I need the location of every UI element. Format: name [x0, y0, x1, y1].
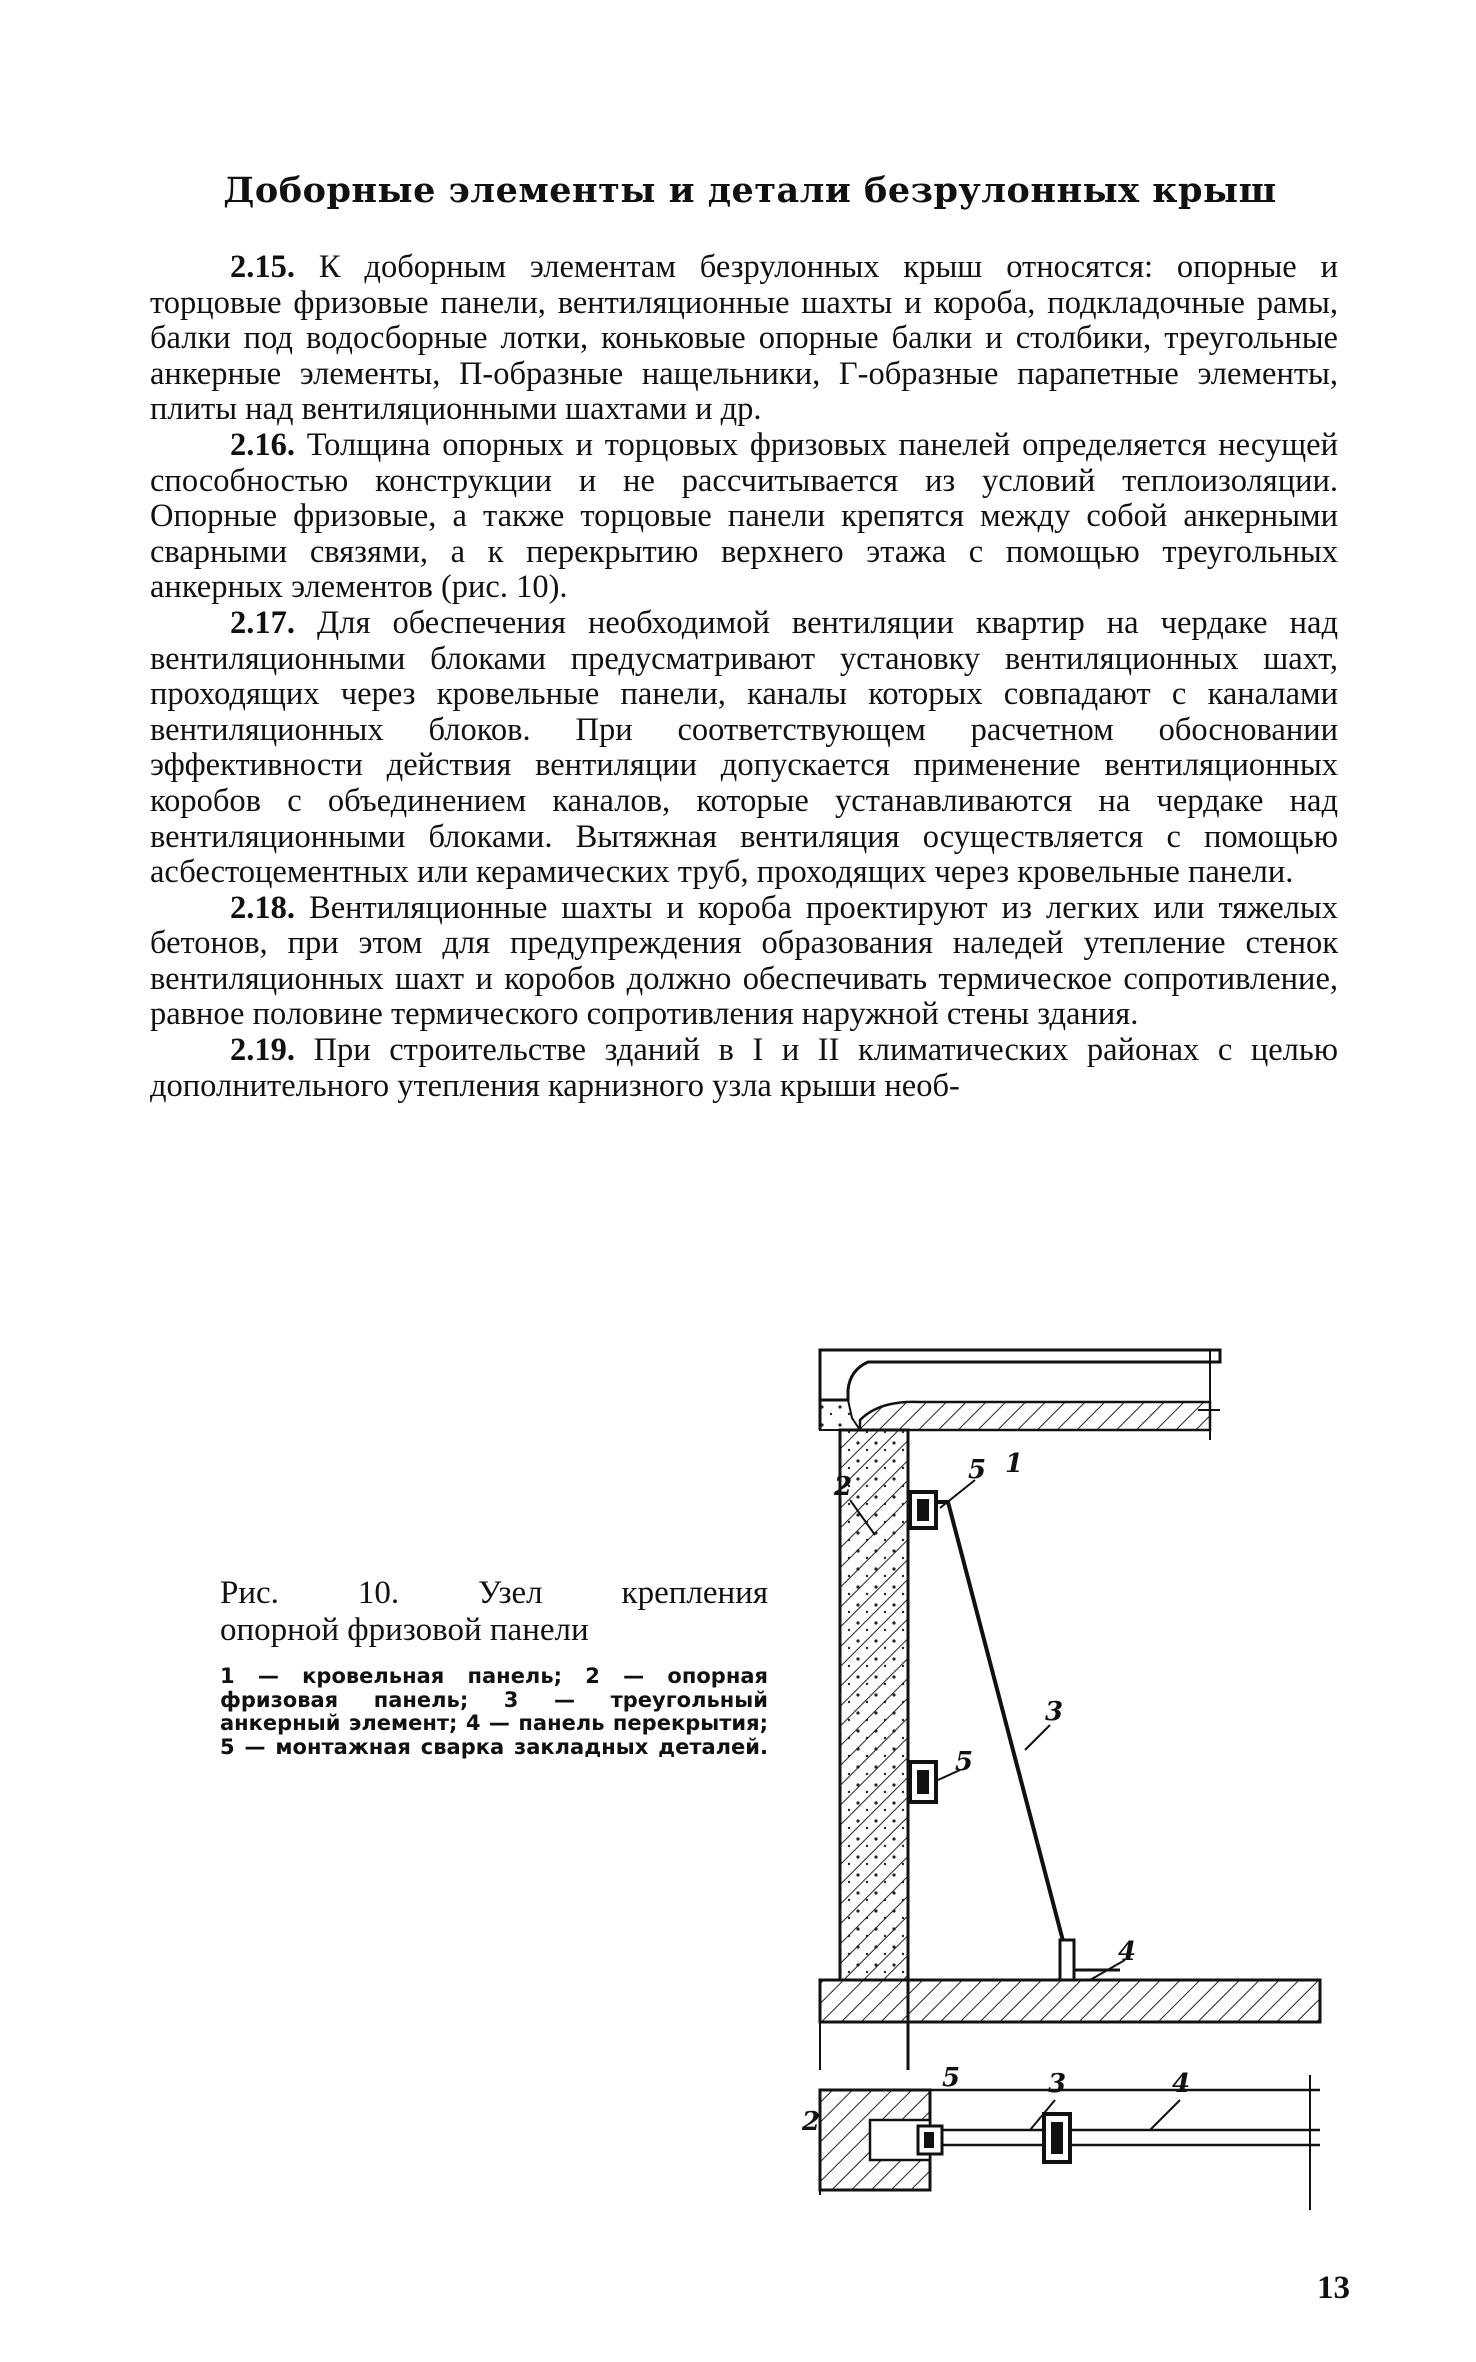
- figure-caption: [220, 1575, 768, 1759]
- label-5-plan: 5: [942, 2063, 961, 2093]
- caption-title-line-2: опорной фризовой панели: [220, 1612, 589, 1648]
- page-number: 13: [1317, 2270, 1350, 2306]
- label-1: 1: [1005, 1449, 1024, 1479]
- label-5-bottom: 5: [955, 1747, 974, 1777]
- embedded-detail-top: [910, 1492, 936, 1528]
- label-3: 3: [1045, 1697, 1064, 1727]
- paragraph-number: 2.19.: [230, 1032, 295, 1069]
- paragraph-text: К доборным элементам безрулонных крыш относятся: опорные и торцовые фризовые панели, вентиляционные шахты и короба, подкладочные рамы, балки под водосборные лотки, коньковые опорные балки и столбики, треугольные анкерные элементы, П-образные нащельники, Г-образные парапетные элементы, плиты над вентиляционными шахтами и др.: [150, 249, 1338, 428]
- anchor-element: [936, 1502, 1120, 1980]
- paragraph-number: 2.16.: [230, 426, 295, 463]
- section-heading: Доборные элементы и детали безрулонных крыш: [223, 170, 1277, 211]
- paragraph-number: 2.15.: [230, 249, 295, 285]
- embedded-detail-bottom: [910, 1762, 936, 1802]
- paragraph-number: 2.18.: [230, 889, 295, 926]
- paragraph-2-19: [150, 1033, 1338, 1104]
- plan-view: [820, 2075, 1320, 2210]
- paragraph-2-15: [150, 250, 1338, 428]
- label-3-plan: 3: [1048, 2069, 1067, 2099]
- figure-drawing: [800, 1330, 1360, 2210]
- paragraph-2-17: [150, 606, 1338, 891]
- label-5-top: 5: [968, 1455, 987, 1485]
- caption-legend: 1 — кровельная панель; 2 — опорная фризовая панель; 3 — треугольный анкерный элемент; 4 — панель перекрытия; 5 — монтажная сварка закладных деталей.: [220, 1664, 768, 1759]
- label-4-plan: 4: [1172, 2069, 1191, 2099]
- paragraph-number: 2.17.: [230, 604, 295, 641]
- paragraph-2-16: [150, 428, 1338, 606]
- paragraph-2-18: [150, 891, 1338, 1033]
- roof-panel: [820, 1350, 1220, 1440]
- body-text: [150, 250, 1338, 1104]
- frieze-panel: [840, 1430, 908, 2070]
- paragraph-text: При строительстве зданий в I и II климатических районах с целью дополнительного утепления карнизного узла крыши необ-: [150, 1032, 1338, 1104]
- caption-title: Рис. 10. Узел крепления: [220, 1575, 768, 1611]
- label-4: 4: [1118, 1937, 1137, 1967]
- construction-drawing: [800, 1330, 1360, 2210]
- label-2-plan: 2: [802, 2107, 821, 2137]
- paragraph-text: Для обеспечения необходимой вентиляции квартир на чердаке над вентиляционными блоками предусматривают установку вентиляционных шахт, проходящих через кровельные панели, каналы которых совпадают с каналами вентиляционных блоков. При соответствующем расчетном обосновании эффективности действия вентиляции допускается применение вентиляционных коробов с объединением каналов, которые устанавливаются на чердаке над вентиляционными блоками. Вытяжная вентиляция осуществляется с помощью асбестоцементных или керамических труб, проходящих через кровельные панели.: [150, 604, 1338, 891]
- paragraph-text: Толщина опорных и торцовых фризовых панелей определяется несущей способностью конструкции и не рассчитывается из условий теплоизоляции. Опорные фризовые, а также торцовые панели крепятся между собой анкерными сварными связями, а к перекрытию верхнего этажа с помощью треугольных анкерных элементов (рис. 10).: [150, 426, 1338, 606]
- paragraph-text: Вентиляционные шахты и короба проектируют из легких или тяжелых бетонов, при этом для предупреждения образования наледей утепление стенок вентиляционных шахт и коробов должно обеспечивать термическое сопротивление, равное половине термического сопротивления наружной стены здания.: [150, 889, 1338, 1033]
- floor-panel: [820, 1980, 1320, 2070]
- label-2: 2: [834, 1472, 853, 1502]
